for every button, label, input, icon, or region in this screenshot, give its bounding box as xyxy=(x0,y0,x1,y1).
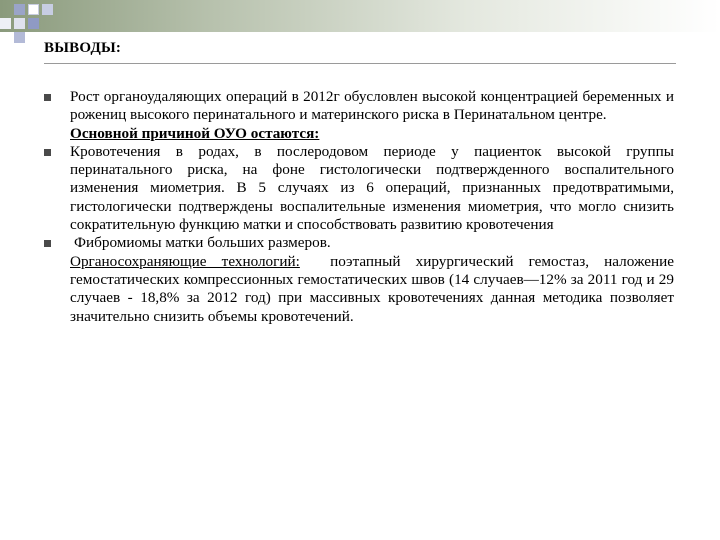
square-bullet-icon xyxy=(44,149,51,156)
list-item xyxy=(44,143,674,234)
slide-title: ВЫВОДЫ: xyxy=(44,40,122,56)
conclusions-list xyxy=(44,88,674,326)
item-note xyxy=(70,253,674,326)
title-divider xyxy=(44,63,676,64)
item-text: Кровотечения в родах, в послеродовом периоде у пациенток высокой группы перинатального риска, на фоне гистологически подтвержденного воспалительного изменения миометрия. В 5 случаях из 6 операций, признанных предотвратимыми, гистологически подтверждены воспалительные изменения миометрия, что могло снизить сократительную функцию матки и способствовать развитию кровотечения xyxy=(70,142,674,234)
list-item xyxy=(44,234,674,325)
header-band xyxy=(0,0,720,32)
square-bullet-icon xyxy=(44,240,51,247)
list-item xyxy=(44,88,674,143)
checker-decoration xyxy=(0,0,60,44)
note-text: поэтапный хирургический гемостаз, наложение гемостатических компрессионных гемостатических швов (14 случаев—12% за 2011 год и 29 случаев - 18,8% за 2012 год) при массивных кровотечениях данная методика позволяет значительно снизить объемы кровотечений. xyxy=(70,252,675,325)
item-text: Рост органоудаляющих операций в 2012г обусловлен высокой концентрацией беременных и рожениц высокого перинатального и материнского риска в Перинатальном центре. xyxy=(70,88,674,124)
item-lead: Основной причиной ОУО остаются: xyxy=(70,124,320,142)
square-bullet-icon xyxy=(44,94,51,101)
item-text: Фибромиомы матки больших размеров. xyxy=(74,234,331,252)
note-label: Органосохраняющие технологий: xyxy=(70,252,300,270)
